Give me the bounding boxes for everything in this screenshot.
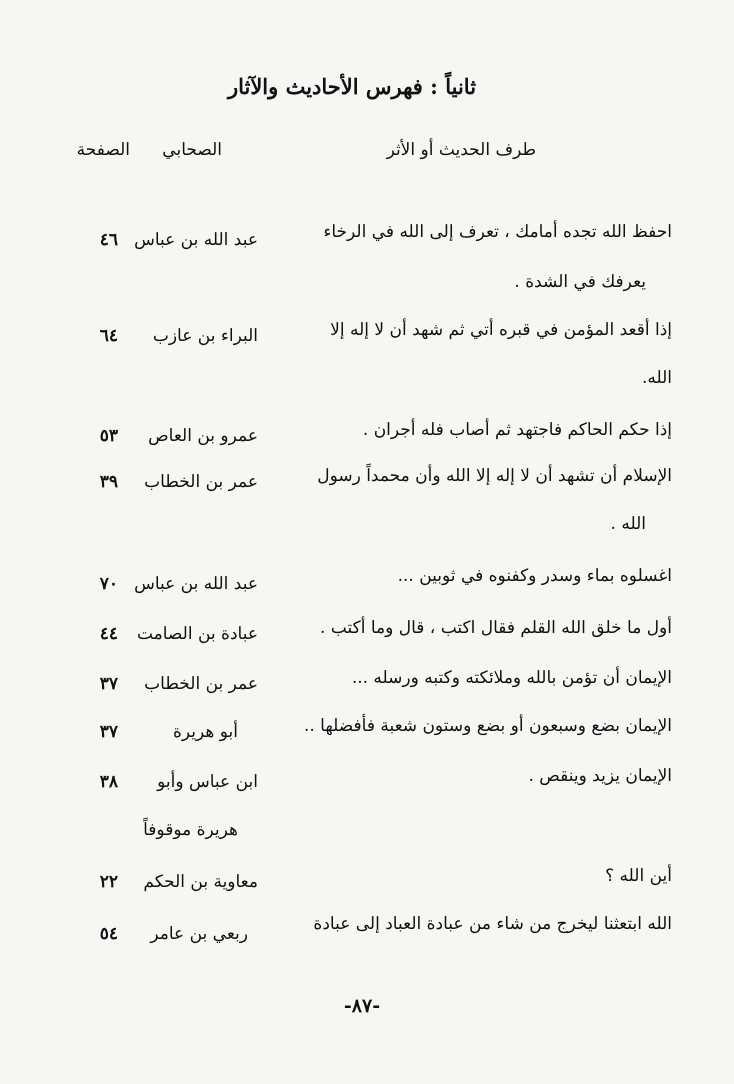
table-row-4-hadith: الإسلام أن تشهد أن لا إله إلا الله وأن محمداً رسول <box>317 466 672 486</box>
table-row-1-hadith: احفظ الله تجده أمامك ، تعرف إلى الله في الرخاء <box>323 222 672 242</box>
table-row-1-page: ٤٦ <box>99 230 118 250</box>
table-row-10-sahabi: معاوية بن الحكم <box>143 872 258 892</box>
table-row-10-hadith: أين الله ؟ <box>605 866 672 886</box>
table-row-2-sahabi: البراء بن عازب <box>152 326 258 346</box>
table-row-4-page: ٣٩ <box>99 472 118 492</box>
table-row-9-sahabi-cont: هريرة موقوفاً <box>143 820 238 840</box>
table-row-6-page: ٤٤ <box>99 624 118 644</box>
table-row-10-page: ٢٢ <box>99 872 118 892</box>
table-row-2-hadith-cont: الله. <box>641 368 672 388</box>
page-number: -٨٧- <box>343 995 381 1017</box>
table-row-4-sahabi: عمر بن الخطاب <box>144 472 258 492</box>
table-row-7-hadith: الإيمان أن تؤمن بالله وملائكته وكتبه ورسله ... <box>351 668 672 688</box>
table-row-8-page: ٣٧ <box>99 722 118 742</box>
table-row-9-sahabi: ابن عباس وأبو <box>157 772 258 792</box>
table-row-6-sahabi: عبادة بن الصامت <box>136 624 258 644</box>
table-row-5-sahabi: عبد الله بن عباس <box>134 574 258 594</box>
column-header-sahabi: الصحابي <box>162 140 222 160</box>
table-row-4-hadith-cont: الله . <box>610 514 646 534</box>
table-row-2-page: ٦٤ <box>99 326 118 346</box>
table-row-8-sahabi: أبو هريرة <box>172 722 238 742</box>
page-title: ثانياً : فهرس الأحاديث والآثار <box>227 74 477 99</box>
table-row-3-hadith: إذا حكم الحاكم فاجتهد ثم أصاب فله أجران . <box>362 420 672 440</box>
table-row-11-sahabi: ربعي بن عامر <box>150 924 248 944</box>
table-row-5-hadith: اغسلوه بماء وسدر وكفنوه في ثوبين ... <box>397 566 672 586</box>
table-row-11-hadith: الله ابتعثنا ليخرج من شاء من عبادة العباد إلى عبادة <box>313 914 672 934</box>
table-row-11-page: ٥٤ <box>99 924 118 944</box>
table-row-7-page: ٣٧ <box>99 674 118 694</box>
table-row-7-sahabi: عمر بن الخطاب <box>144 674 258 694</box>
table-row-9-hadith: الإيمان يزيد وينقص . <box>528 766 672 786</box>
column-header-page: الصفحة <box>76 140 130 160</box>
table-row-3-page: ٥٣ <box>99 426 118 446</box>
table-row-1-hadith-cont: يعرفك في الشدة . <box>514 272 646 292</box>
table-row-6-hadith: أول ما خلق الله القلم فقال اكتب ، قال وما أكتب . <box>320 618 672 638</box>
table-row-2-hadith: إذا أقعد المؤمن في قبره أتي ثم شهد أن لا إله إلا <box>330 320 672 340</box>
table-row-3-sahabi: عمرو بن العاص <box>148 426 258 446</box>
table-row-9-page: ٣٨ <box>99 772 118 792</box>
table-row-8-hadith: الإيمان بضع وسبعون أو بضع وستون شعبة فأفضلها .. <box>303 716 672 736</box>
table-row-1-sahabi: عبد الله بن عباس <box>134 230 258 250</box>
column-header-hadith: طرف الحديث أو الأثر <box>386 140 536 160</box>
table-row-5-page: ٧٠ <box>99 574 118 594</box>
